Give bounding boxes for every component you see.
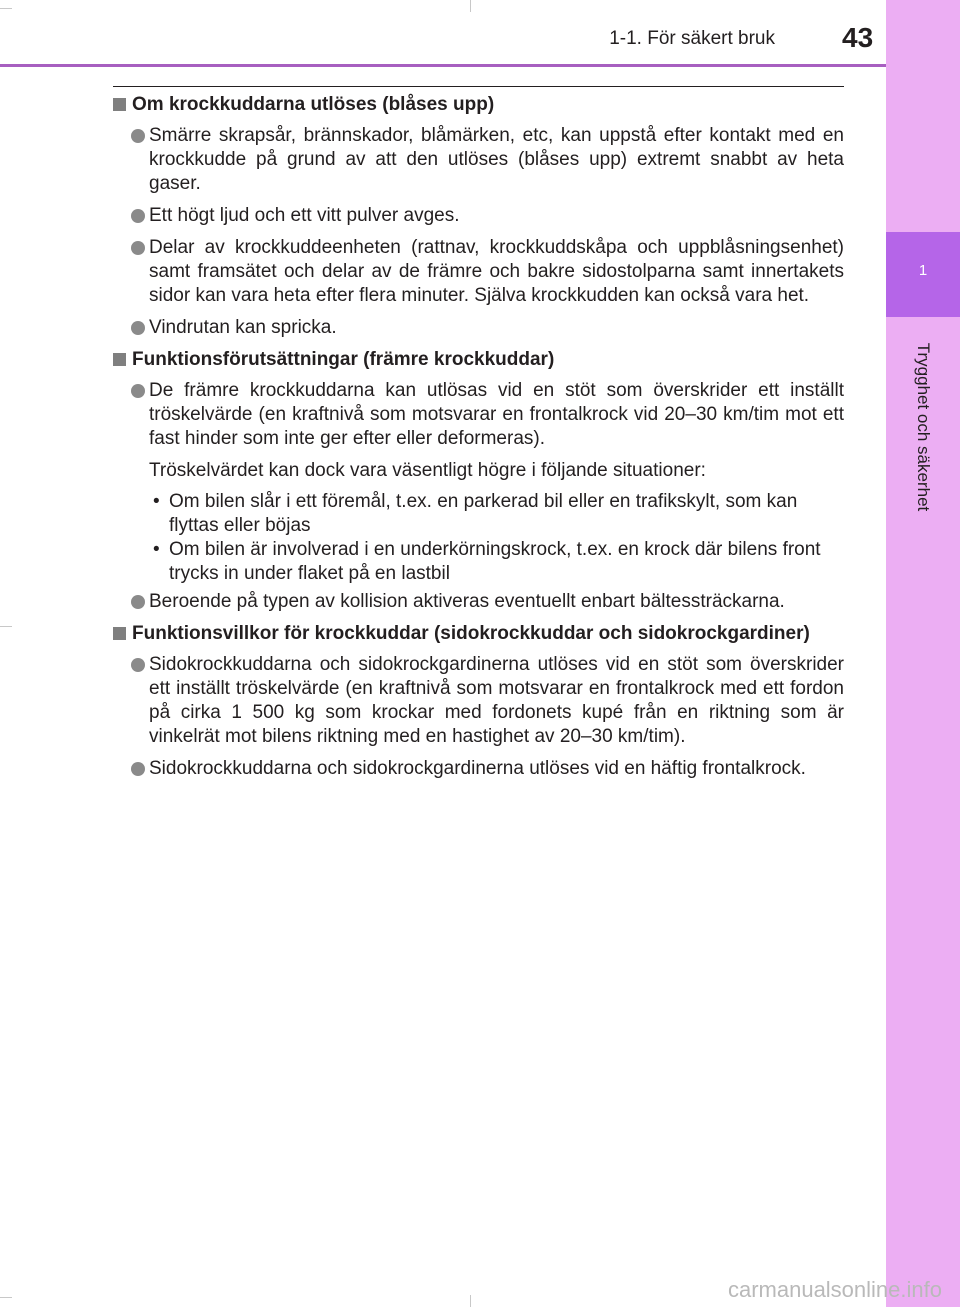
chapter-title: Trygghet och säkerhet [914, 342, 933, 512]
list-item-text: Beroende på typen av kollision aktiveras eventuellt enbart bältessträckarna. [149, 591, 785, 612]
circle-bullet-icon [131, 209, 145, 223]
sub-item [113, 490, 844, 538]
list-item-text: Sidokrockkuddarna och sidokrockgardinerna utlöses vid en häftig frontalkrock. [149, 758, 806, 779]
content-top-rule [113, 86, 844, 87]
list-item [113, 590, 844, 614]
crop-mark [0, 626, 12, 627]
content [113, 93, 844, 789]
list-item [113, 379, 844, 451]
watermark: carmanualsonline.info [727, 1277, 942, 1302]
crop-mark [470, 0, 471, 12]
list-item [113, 236, 844, 308]
sub-item-text: Om bilen slår i ett föremål, t.ex. en parkerad bil eller en trafikskylt, som kan flyttas eller böjas [169, 491, 798, 536]
section-heading [113, 93, 844, 117]
crop-mark [0, 8, 12, 9]
sub-item-text: Om bilen är involverad i en underkörningskrock, t.ex. en krock där bilens front trycks in under flaket på en lastbil [169, 539, 821, 584]
circle-bullet-icon [131, 241, 145, 255]
section-heading [113, 622, 844, 646]
square-bullet-icon [113, 98, 126, 111]
paragraph: Tröskelvärdet kan dock vara väsentligt högre i följande situationer: [149, 460, 706, 481]
circle-bullet-icon [131, 129, 145, 143]
list-item [113, 653, 844, 749]
circle-bullet-icon [131, 658, 145, 672]
list-item [113, 316, 844, 340]
circle-bullet-icon [131, 321, 145, 335]
crop-mark [0, 1297, 12, 1298]
list-item-text: Delar av krockkuddeenheten (rattnav, krockkuddskåpa och uppblåsningsenhet) samt framsätet och delar av de främre och bakre sidostolparna samt innertakets sidor kan vara heta efter flera minuter. Själva krockkudden kan också vara het. [149, 237, 844, 306]
square-bullet-icon [113, 353, 126, 366]
list-item-text: Smärre skrapsår, brännskador, blåmärken, etc, kan uppstå efter kontakt med en krockkudde på grund av att den utlöses (blåses upp) extremt snabbt av heta gaser. [149, 125, 844, 194]
section-heading [113, 348, 844, 372]
list-item-text: Ett högt ljud och ett vitt pulver avges. [149, 205, 460, 226]
header-rule [0, 64, 886, 67]
list-item-text: Vindrutan kan spricka. [149, 317, 337, 338]
heading-text: Funktionsförutsättningar (främre krockkuddar) [132, 349, 555, 370]
list-item [113, 124, 844, 196]
list-item [113, 757, 844, 781]
square-bullet-icon [113, 627, 126, 640]
list-item-text: De främre krockkuddarna kan utlösas vid en stöt som överskrider ett inställt tröskelvärde (en kraftnivå som motsvarar en frontalkrock vid 20–30 km/tim mot ett fast hinder som inte ger efter eller deformeras). [149, 380, 844, 449]
heading-text: Om krockkuddarna utlöses (blåses upp) [132, 94, 495, 115]
sub-list [113, 490, 844, 586]
circle-bullet-icon [131, 762, 145, 776]
dot-bullet-icon: • [153, 539, 160, 560]
circle-bullet-icon [131, 595, 145, 609]
side-band [886, 0, 960, 1307]
list-item [113, 204, 844, 228]
dot-bullet-icon: • [153, 491, 160, 512]
list-item-text: Sidokrockkuddarna och sidokrockgardinerna utlöses vid en stöt som överskrider ett inställt tröskelvärde (en kraftnivå som motsvarar en frontalkrock med ett fordon på cirka 1 500 kg som krockar med fordonets kupé från en riktning som är vinkelrät mot bilens riktning med en hastighet av 20–30 km/tim). [149, 654, 844, 747]
page-number: 43 [842, 22, 874, 53]
chapter-number: 1 [918, 262, 928, 279]
crop-mark [470, 1295, 471, 1307]
circle-bullet-icon [131, 384, 145, 398]
chapter-tab [886, 232, 960, 317]
section-title: 1-1. För säkert bruk [609, 28, 775, 49]
heading-text: Funktionsvillkor för krockkuddar (sidokrockkuddar och sidokrockgardiner) [132, 623, 810, 644]
sub-item [113, 538, 844, 586]
